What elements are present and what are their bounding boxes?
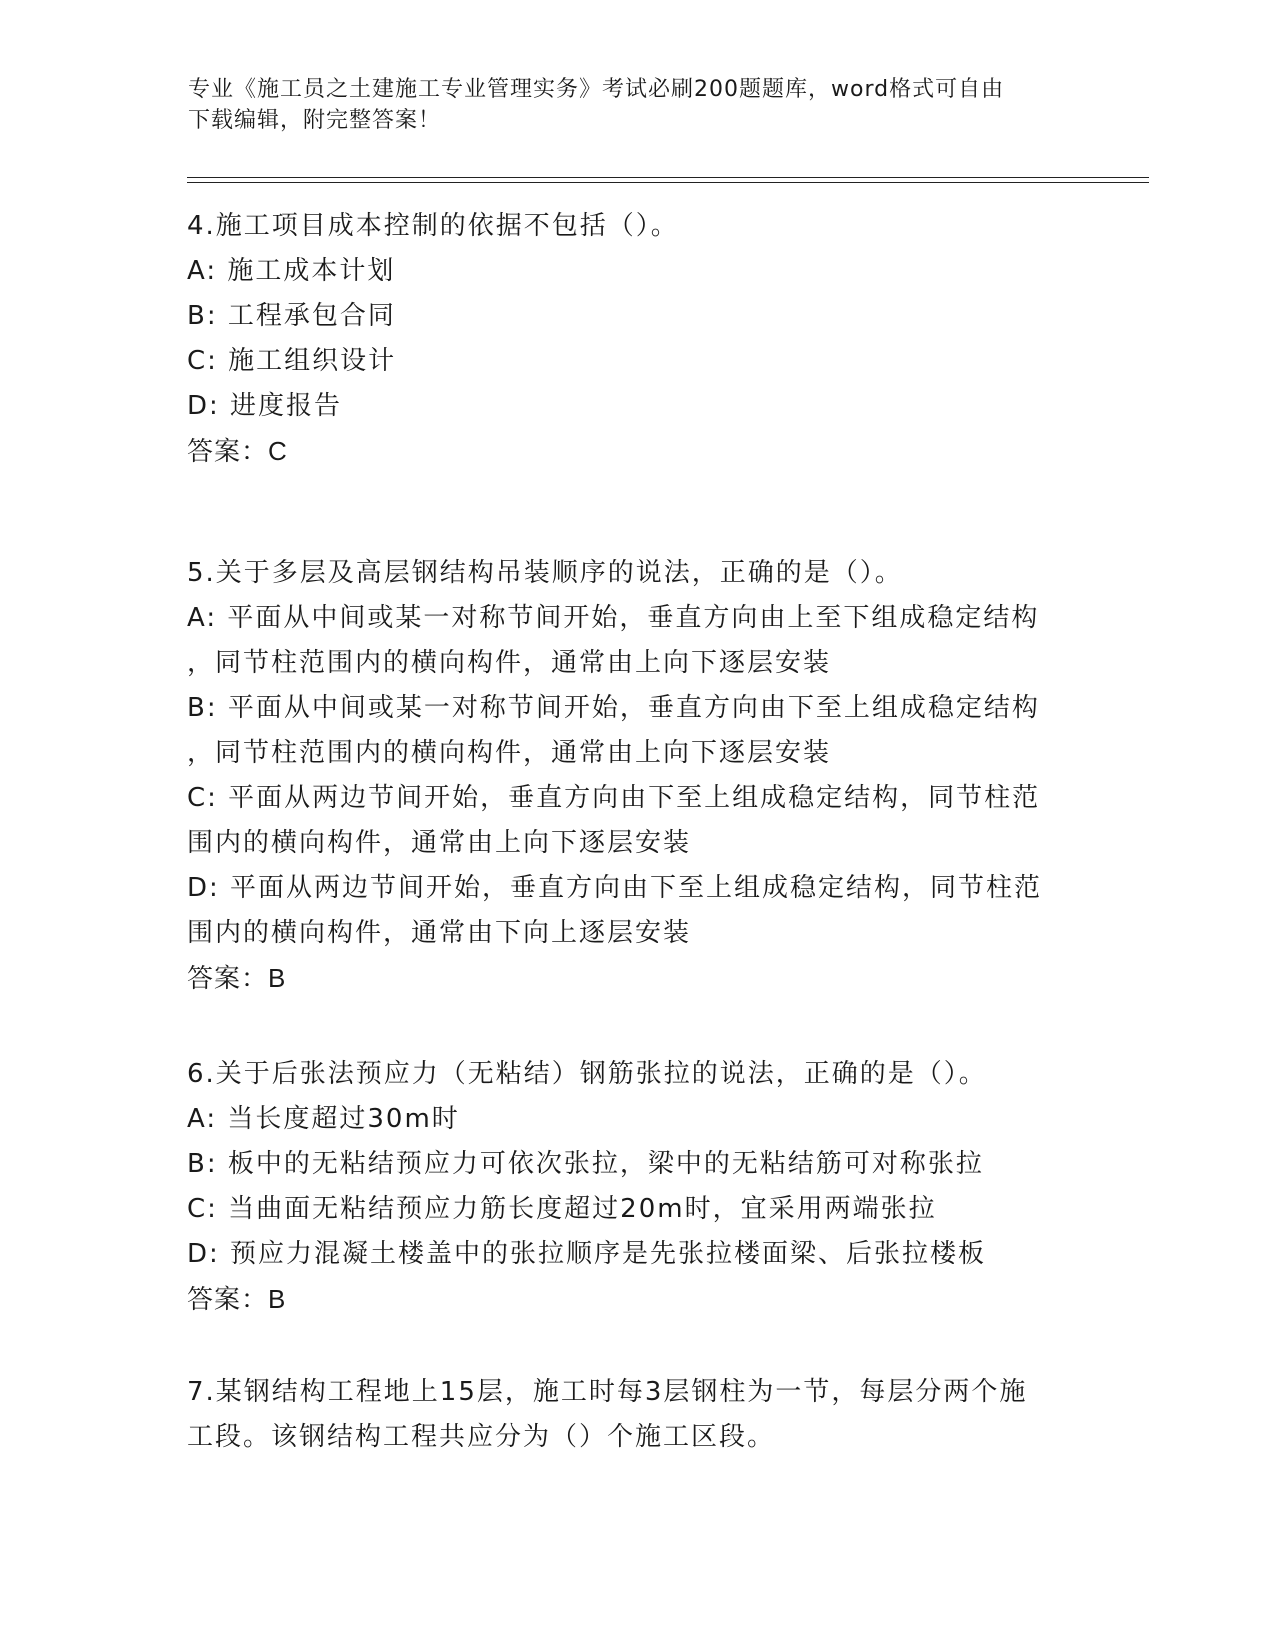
option-b: B: 平面从中间或某一对称节间开始，垂直方向由下至上组成稳定结构 xyxy=(187,693,1040,723)
header-line-1: 专业《施工员之土建施工专业管理实务》考试必刷200题题库，word格式可自由 xyxy=(188,77,1005,102)
question-stem-continued: 工段。该钢结构工程共应分为（）个施工区段。 xyxy=(187,1422,776,1452)
option-d-continued: 围内的横向构件，通常由下向上逐层安装 xyxy=(187,918,692,948)
question-stem: 7.某钢结构工程地上15层，施工时每3层钢柱为一节，每层分两个施 xyxy=(187,1377,1028,1407)
option-a: A: 施工成本计划 xyxy=(187,256,396,286)
header-divider-bottom xyxy=(187,182,1149,183)
option-d: D: 进度报告 xyxy=(187,391,343,421)
option-c: C: 施工组织设计 xyxy=(187,346,397,376)
question-5 xyxy=(187,551,1087,1001)
option-a: A: 当长度超过30m时 xyxy=(187,1104,460,1134)
document-header xyxy=(188,74,1068,136)
question-stem: 6.关于后张法预应力（无粘结）钢筋张拉的说法，正确的是（）。 xyxy=(187,1059,987,1089)
option-b: B: 板中的无粘结预应力可依次张拉，梁中的无粘结筋可对称张拉 xyxy=(187,1149,984,1179)
option-d: D: 平面从两边节间开始，垂直方向由下至上组成稳定结构，同节柱范 xyxy=(187,873,1043,903)
option-a-continued: ，同节柱范围内的横向构件，通常由上向下逐层安装 xyxy=(187,648,832,678)
question-6 xyxy=(187,1052,1087,1322)
option-b: B: 工程承包合同 xyxy=(187,301,396,331)
question-stem: 4.施工项目成本控制的依据不包括（）。 xyxy=(187,211,679,241)
header-line-2: 下载编辑，附完整答案！ xyxy=(188,108,442,133)
answer-label: 答案：B xyxy=(187,963,287,993)
option-c: C: 当曲面无粘结预应力筋长度超过20m时，宜采用两端张拉 xyxy=(187,1194,937,1224)
answer-label: 答案：B xyxy=(187,1284,287,1314)
question-stem: 5.关于多层及高层钢结构吊装顺序的说法，正确的是（）。 xyxy=(187,558,903,588)
question-7 xyxy=(187,1370,1087,1460)
question-4 xyxy=(187,204,1087,474)
option-b-continued: ，同节柱范围内的横向构件，通常由上向下逐层安装 xyxy=(187,738,832,768)
option-a: A: 平面从中间或某一对称节间开始，垂直方向由上至下组成稳定结构 xyxy=(187,603,1040,633)
option-c: C: 平面从两边节间开始，垂直方向由下至上组成稳定结构，同节柱范 xyxy=(187,783,1041,813)
option-c-continued: 围内的横向构件，通常由上向下逐层安装 xyxy=(187,828,692,858)
answer-label: 答案：C xyxy=(187,436,288,466)
option-d: D: 预应力混凝土楼盖中的张拉顺序是先张拉楼面梁、后张拉楼板 xyxy=(187,1239,987,1269)
header-divider-top xyxy=(187,177,1149,178)
